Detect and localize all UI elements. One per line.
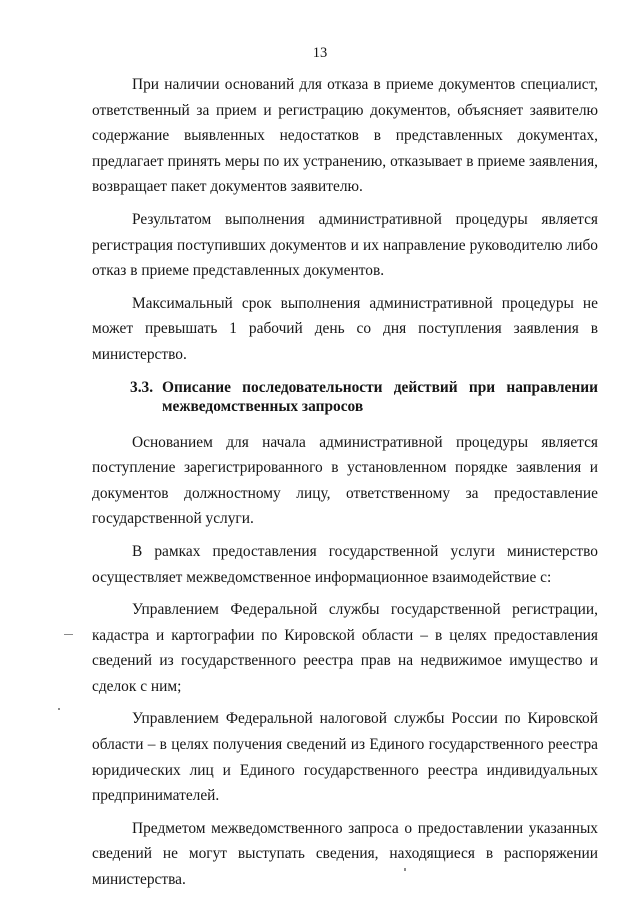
section-number: 3.3. — [130, 378, 154, 396]
paragraph-procedure-result: Результатом выполнения административной процедуры является регистрация поступивших документов и их направление руководителю либо отказ в приеме представленных документов. — [92, 210, 598, 280]
paragraph-procedure-basis: Основанием для начала административной процедуры является поступление зарегистрированного в установленном порядке заявления и документов должностному лицу, ответственному за предоставление государственной услуги. — [92, 433, 598, 528]
scan-speck — [58, 708, 60, 710]
document-body — [92, 72, 598, 900]
scan-speck — [404, 868, 406, 871]
paragraph-max-duration: Максимальный срок выполнения административной процедуры не может превышать 1 рабочий день со дня поступления заявления в министерство. — [92, 294, 598, 363]
scan-speck — [64, 634, 73, 635]
paragraph-tax-service: Управлением Федеральной налоговой службы России по Кировской области – в целях получения сведений из Единого государственного реестра юридических лиц и Единого государственного реестра индивидуальных предпринимателей. — [92, 710, 598, 805]
paragraph-refusal-grounds: При наличии оснований для отказа в приеме документов специалист, ответственный за прием и регистрацию документов, объясняет заявителю содержание выявленных недостатков в представленных документах, предлагает принять меры по их устранению, отказывает в приеме заявления, возвращает пакет документов заявителю. — [92, 76, 598, 196]
page-number: 13 — [312, 45, 328, 61]
paragraph-request-subject: Предметом межведомственного запроса о предоставлении указанных сведений не могут выступать сведения, находящиеся в распоряжении министерства. — [92, 819, 598, 889]
paragraph-interagency-interaction: В рамках предоставления государственной услуги министерство осуществляет межведомственное информационное взаимодействие с: — [92, 542, 598, 586]
paragraph-rosreestr: Управлением Федеральной службы государственной регистрации, кадастра и картографии по Кировской области – в целях предоставления сведений из государственного реестра прав на недвижимое имущество и сделок с ним; — [92, 601, 598, 695]
section-heading — [92, 378, 598, 417]
section-title: Описание последовательности действий при направлении межведомственных запросов — [162, 378, 598, 416]
